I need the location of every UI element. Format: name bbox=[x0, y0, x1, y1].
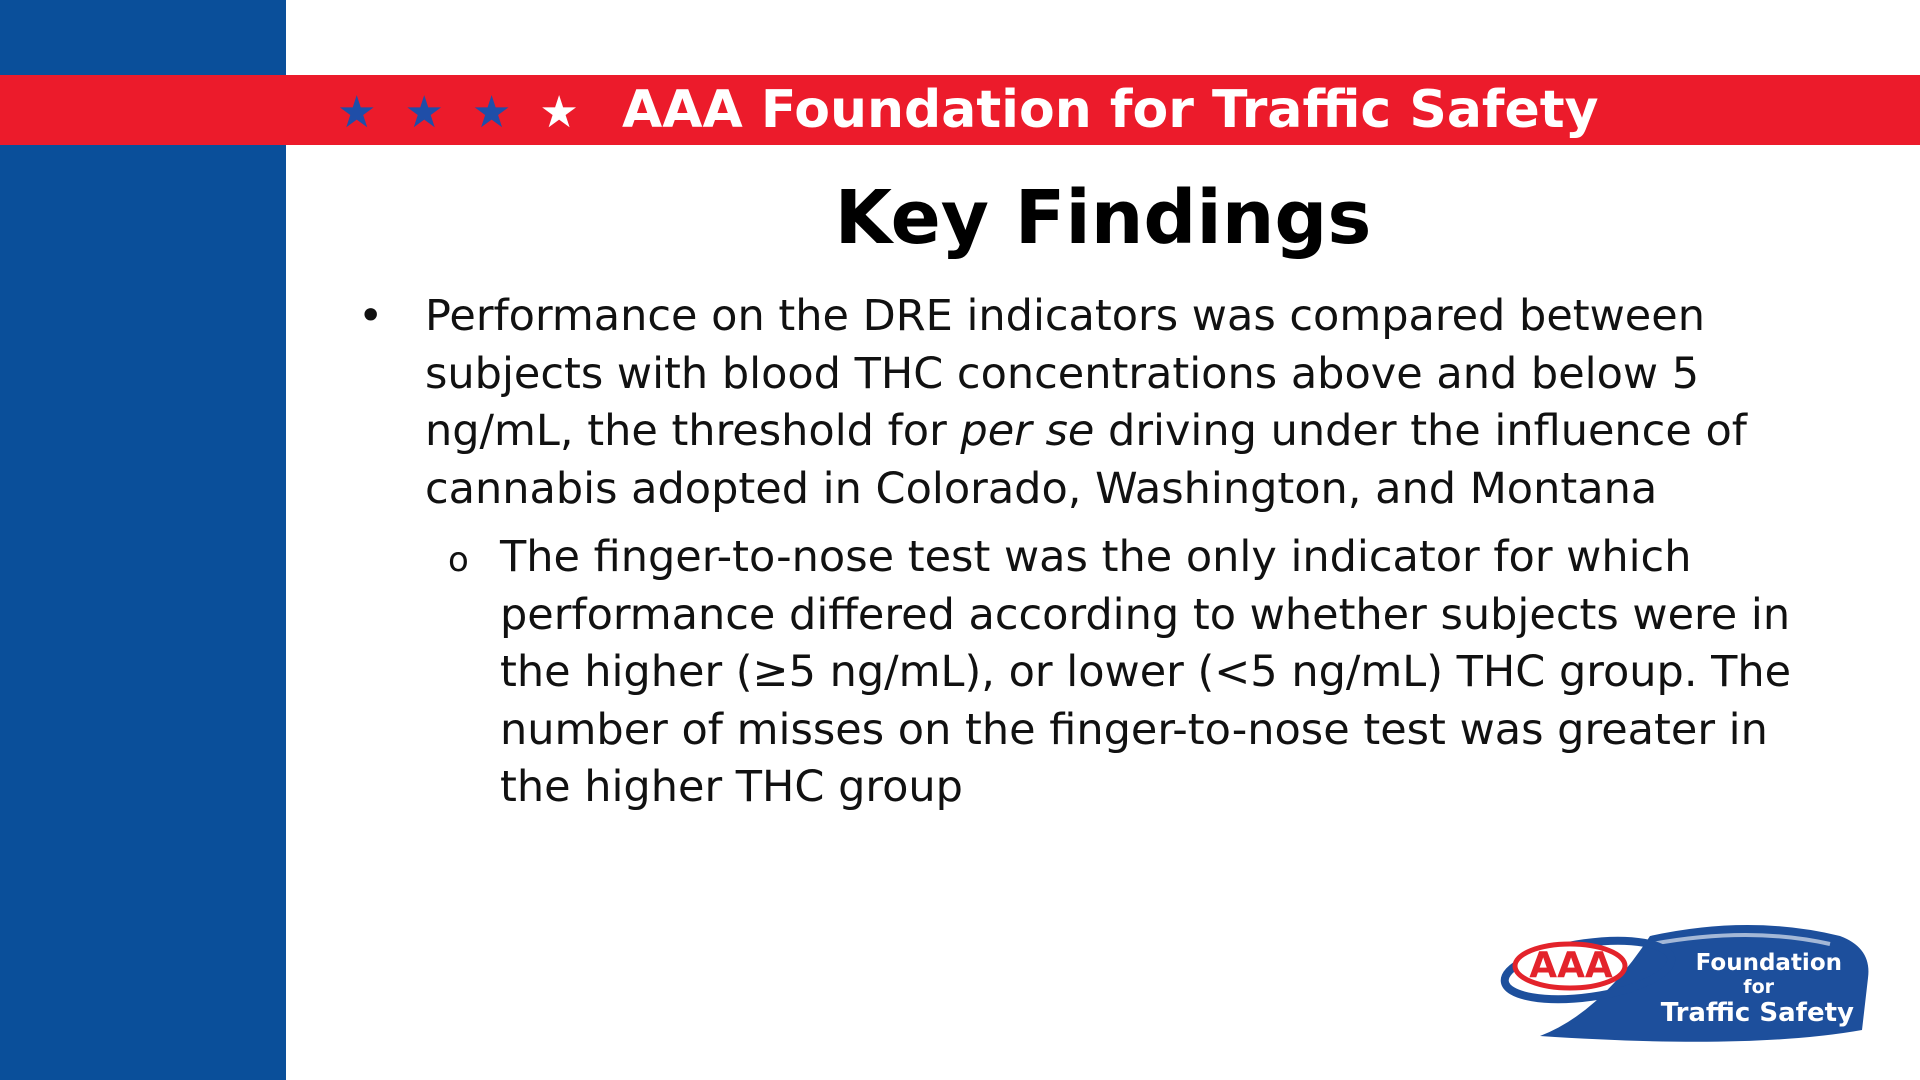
slide-title: Key Findings bbox=[834, 175, 1372, 261]
main-bullet-text bbox=[425, 288, 1795, 518]
header-title: AAA Foundation for Traffic Safety bbox=[622, 80, 1599, 140]
star-icon: ★ bbox=[404, 87, 444, 138]
main-bullet-text-part: Performance on the DRE indicators was compared between subjects with blood THC concentrations above and below 5 ng/mL, the threshold for bbox=[425, 291, 1705, 456]
logo-aaa-badge: AAA bbox=[1529, 945, 1613, 986]
bullet-marker: • bbox=[358, 291, 384, 341]
logo-line-foundation: Foundation bbox=[1695, 950, 1842, 976]
logo-line-traffic-safety: Traffic Safety bbox=[1660, 998, 1854, 1028]
sub-bullet-marker: o bbox=[448, 540, 469, 580]
header-stars bbox=[337, 88, 607, 138]
star-icon: ★ bbox=[337, 87, 377, 138]
left-sidebar-band bbox=[0, 0, 286, 1080]
sub-bullet-text: The finger-to-nose test was the only indicator for which performance differed according to whether subjects were in the higher (≥5 ng/mL), or lower (<5 ng/mL) THC group. The number of misses on the finger-to-nose test was greater in the higher THC group bbox=[500, 532, 1792, 812]
aaa-foundation-logo bbox=[1500, 918, 1872, 1043]
main-bullet-text-part: driving under the influence of cannabis adopted in Colorado, Washington, and Montana bbox=[425, 406, 1747, 514]
main-bullet-emphasis: per se bbox=[960, 406, 1095, 456]
logo-line-for: for bbox=[1743, 976, 1774, 998]
star-icon: ★ bbox=[539, 87, 579, 138]
star-icon: ★ bbox=[471, 87, 512, 138]
